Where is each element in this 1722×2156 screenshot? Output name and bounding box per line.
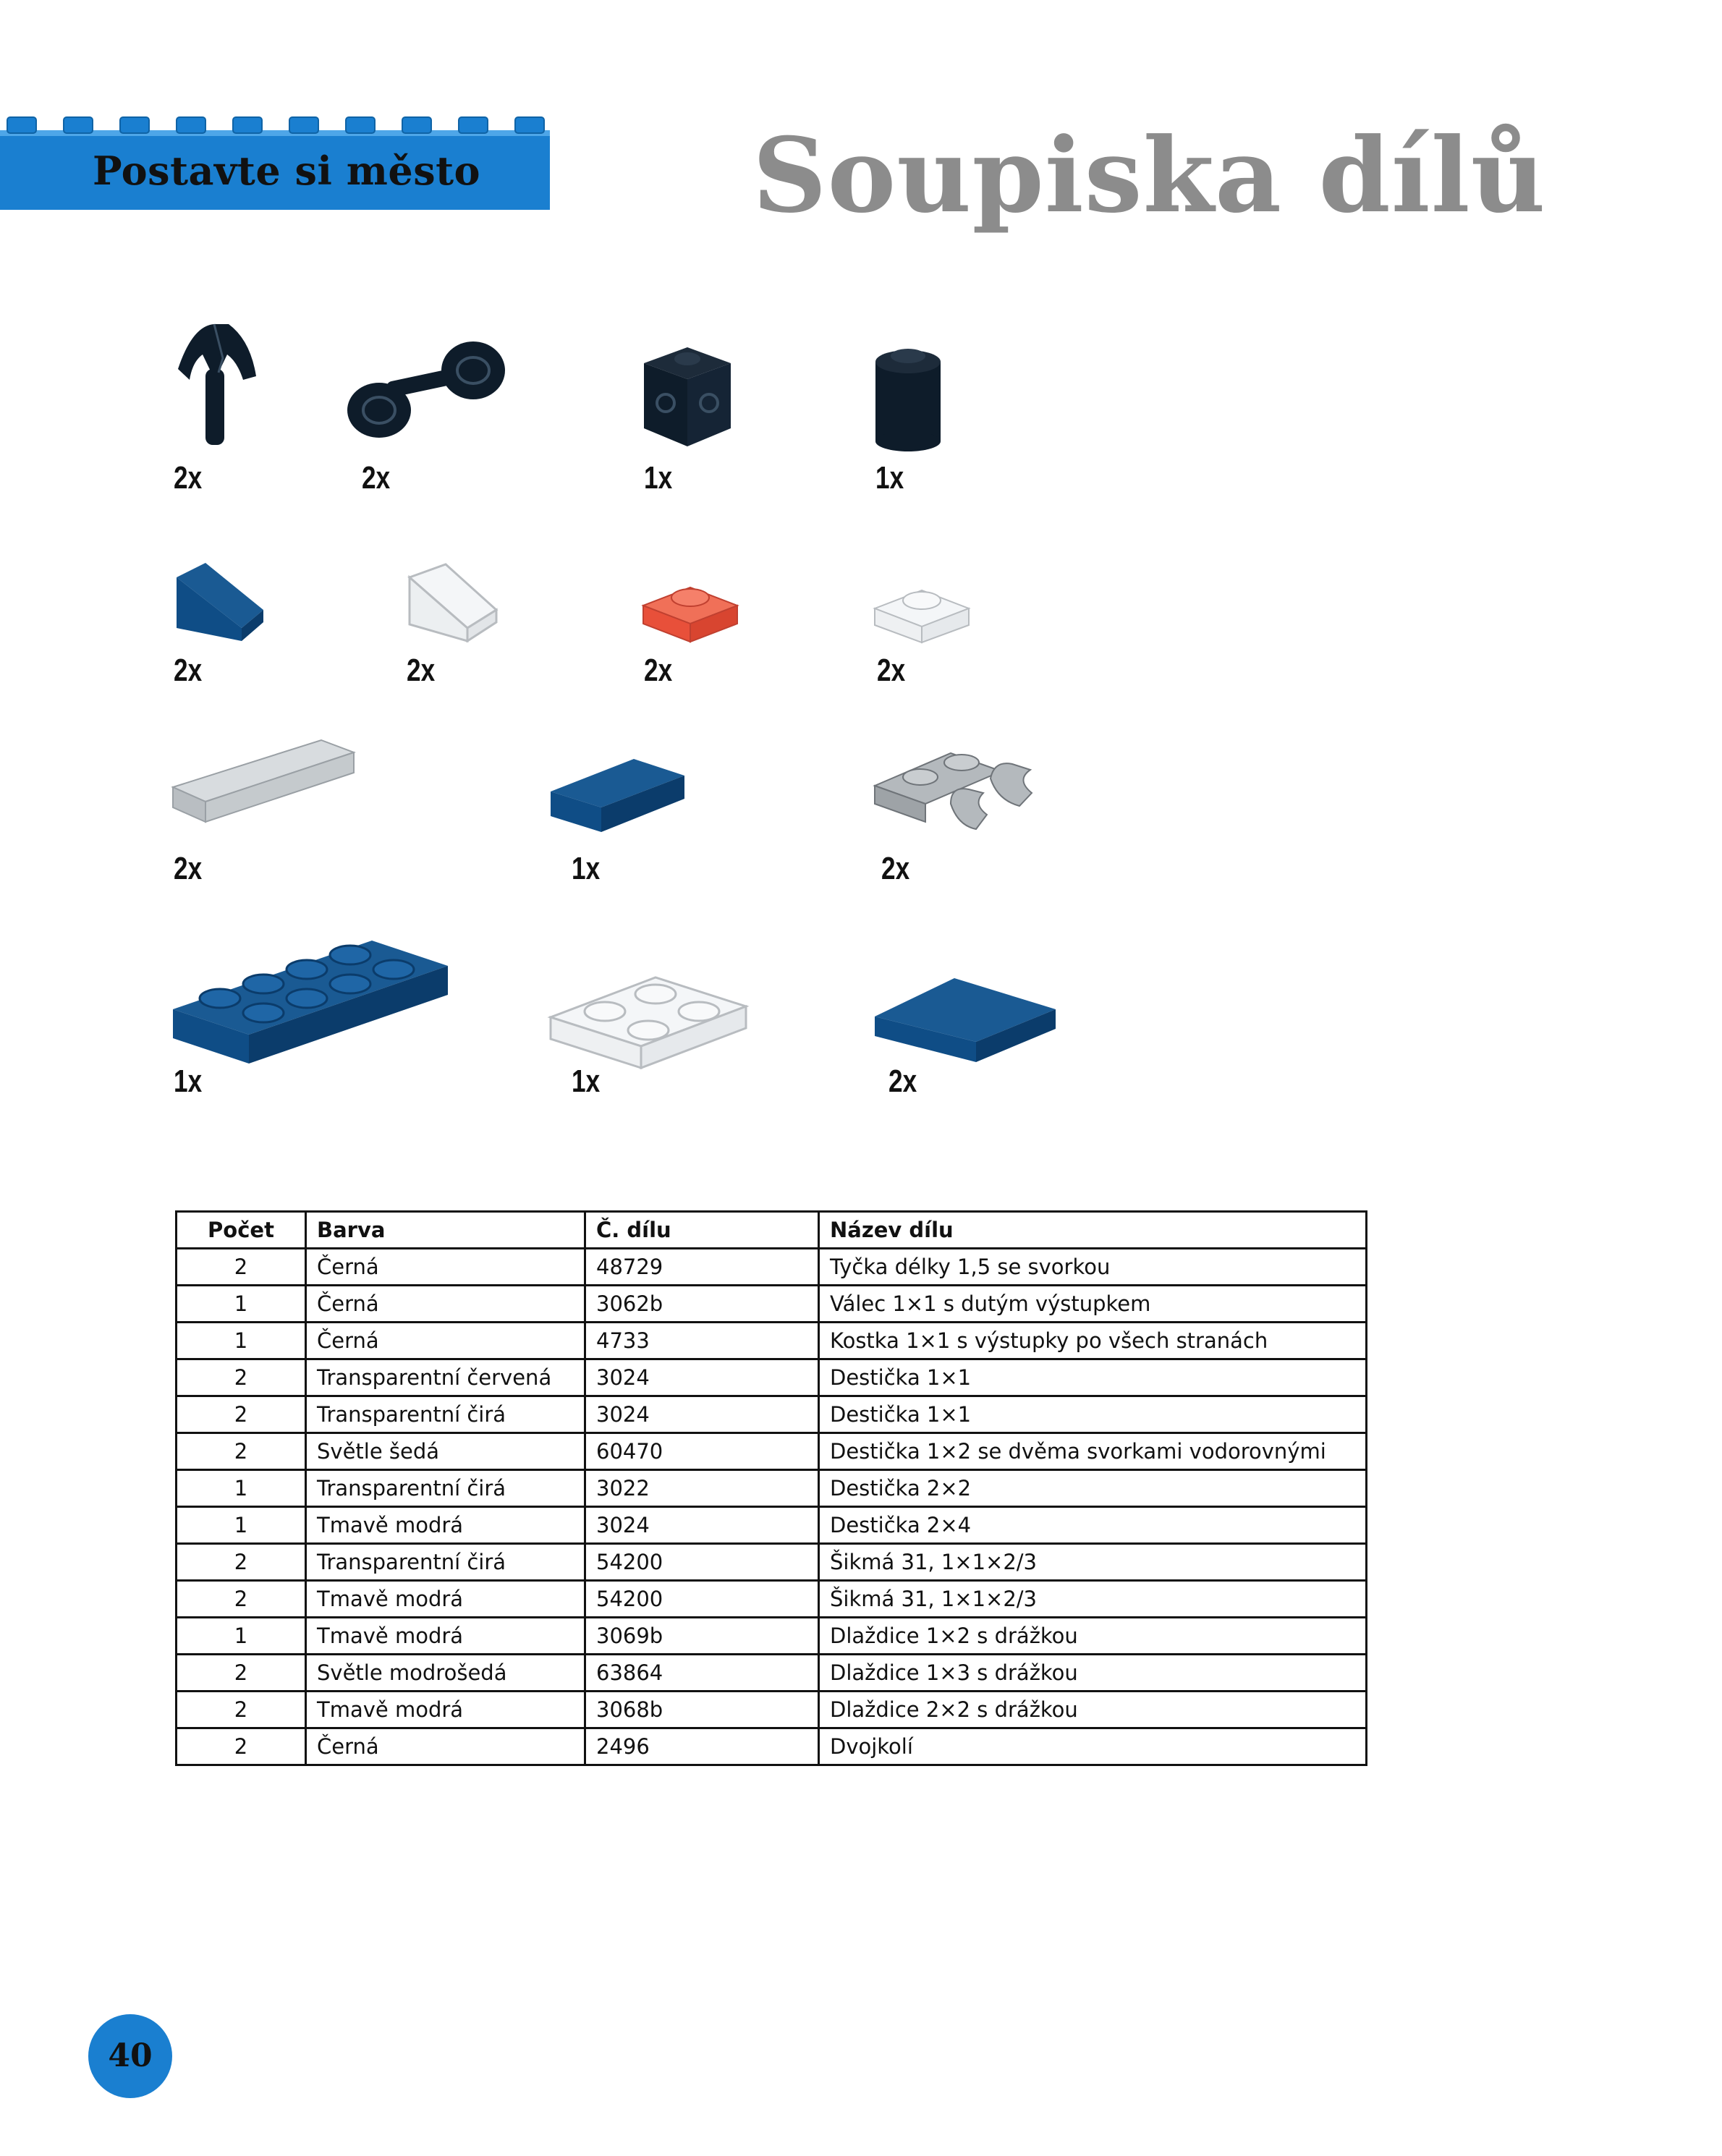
cell-color: Tmavě modrá	[306, 1581, 585, 1618]
table-row	[177, 1728, 1367, 1765]
cell-qty: 2	[177, 1692, 306, 1728]
cell-color: Světle šedá	[306, 1433, 585, 1470]
part-qty: 2x	[174, 851, 203, 886]
cell-part-number: 3068b	[585, 1692, 819, 1728]
cell-part-name: Destička 2×2	[819, 1470, 1367, 1507]
column-header-qty: Počet	[177, 1212, 306, 1249]
cell-part-name: Šikmá 31, 1×1×2/3	[819, 1544, 1367, 1581]
round-brick-icon	[868, 340, 948, 456]
cell-color: Transparentní čirá	[306, 1396, 585, 1433]
part-qty: 1x	[572, 851, 601, 886]
cell-part-number: 54200	[585, 1581, 819, 1618]
cell-qty: 1	[177, 1470, 306, 1507]
slope-clear-icon	[402, 556, 504, 642]
part-qty: 2x	[888, 1064, 917, 1099]
cell-part-name: Dlaždice 1×3 s drážkou	[819, 1655, 1367, 1692]
table-row	[177, 1618, 1367, 1655]
table-row	[177, 1692, 1367, 1728]
wheel-axle-icon	[343, 334, 509, 450]
table-row	[177, 1396, 1367, 1433]
part-qty: 2x	[174, 460, 203, 496]
column-header-part-number: Č. dílu	[585, 1212, 819, 1249]
cell-part-number: 3024	[585, 1507, 819, 1544]
table-row	[177, 1507, 1367, 1544]
part-qty: 1x	[644, 460, 673, 496]
cell-part-number: 60470	[585, 1433, 819, 1470]
cell-part-number: 3024	[585, 1396, 819, 1433]
part-qty: 2x	[174, 653, 203, 688]
cell-qty: 2	[177, 1359, 306, 1396]
part-qty: 2x	[877, 653, 906, 688]
brick-1x1-studs-icon	[637, 334, 738, 450]
cell-part-name: Dlaždice 2×2 s drážkou	[819, 1692, 1367, 1728]
cell-qty: 2	[177, 1728, 306, 1765]
cell-qty: 1	[177, 1507, 306, 1544]
table-row	[177, 1581, 1367, 1618]
cell-qty: 2	[177, 1581, 306, 1618]
cell-qty: 1	[177, 1286, 306, 1323]
section-title: Postavte si město	[93, 148, 481, 194]
tile-2x2-blue-icon	[871, 969, 1059, 1064]
cell-part-name: Destička 1×2 se dvěma svorkami vodorovnými	[819, 1433, 1367, 1470]
cell-part-name: Dvojkolí	[819, 1728, 1367, 1765]
cell-part-name: Válec 1×1 s dutým výstupkem	[819, 1286, 1367, 1323]
cell-part-number: 48729	[585, 1249, 819, 1286]
cell-part-number: 3024	[585, 1359, 819, 1396]
cell-color: Černá	[306, 1323, 585, 1359]
part-qty: 1x	[572, 1064, 601, 1099]
cell-part-number: 3069b	[585, 1618, 819, 1655]
cell-part-number: 63864	[585, 1655, 819, 1692]
cell-part-name: Tyčka délky 1,5 se svorkou	[819, 1249, 1367, 1286]
part-qty: 1x	[174, 1064, 203, 1099]
plate-2x4-blue-icon	[169, 926, 451, 1071]
cell-color: Tmavě modrá	[306, 1507, 585, 1544]
tile-1x3-gray-icon	[169, 737, 357, 831]
table-row	[177, 1323, 1367, 1359]
table-row	[177, 1655, 1367, 1692]
cell-color: Světle modrošedá	[306, 1655, 585, 1692]
cell-part-number: 3062b	[585, 1286, 819, 1323]
cell-part-name: Destička 1×1	[819, 1359, 1367, 1396]
slope-dark-blue-icon	[169, 556, 271, 642]
cell-part-number: 2496	[585, 1728, 819, 1765]
cell-color: Transparentní čirá	[306, 1544, 585, 1581]
part-qty: 2x	[362, 460, 391, 496]
cell-part-name: Kostka 1×1 s výstupky po všech stranách	[819, 1323, 1367, 1359]
part-qty: 1x	[875, 460, 904, 496]
cell-qty: 1	[177, 1618, 306, 1655]
table-row	[177, 1286, 1367, 1323]
cell-part-name: Šikmá 31, 1×1×2/3	[819, 1581, 1367, 1618]
cell-qty: 2	[177, 1396, 306, 1433]
plate-1x1-clear-icon	[871, 576, 972, 648]
column-header-color: Barva	[306, 1212, 585, 1249]
plate-1x2-clips-icon	[871, 735, 1038, 836]
page-title: Soupiska dílů	[752, 116, 1546, 236]
cell-part-name: Destička 1×1	[819, 1396, 1367, 1433]
bar-with-clip-icon	[171, 318, 265, 449]
cell-qty: 2	[177, 1249, 306, 1286]
cell-qty: 2	[177, 1655, 306, 1692]
cell-color: Transparentní červená	[306, 1359, 585, 1396]
cell-color: Transparentní čirá	[306, 1470, 585, 1507]
cell-color: Tmavě modrá	[306, 1692, 585, 1728]
cell-qty: 2	[177, 1433, 306, 1470]
cell-qty: 2	[177, 1544, 306, 1581]
cell-qty: 1	[177, 1323, 306, 1359]
table-row	[177, 1359, 1367, 1396]
cell-color: Tmavě modrá	[306, 1618, 585, 1655]
part-qty: 2x	[644, 653, 673, 688]
cell-color: Černá	[306, 1249, 585, 1286]
cell-part-number: 3022	[585, 1470, 819, 1507]
table-row	[177, 1470, 1367, 1507]
tile-1x2-blue-icon	[547, 755, 692, 835]
column-header-part-name: Název dílu	[819, 1212, 1367, 1249]
cell-color: Černá	[306, 1728, 585, 1765]
part-qty: 2x	[407, 653, 436, 688]
part-qty: 2x	[881, 851, 910, 886]
parts-table	[175, 1210, 1367, 1766]
cell-part-name: Destička 2×4	[819, 1507, 1367, 1544]
plate-1x1-red-icon	[640, 573, 741, 645]
table-row	[177, 1544, 1367, 1581]
cell-part-number: 54200	[585, 1544, 819, 1581]
table-row	[177, 1433, 1367, 1470]
table-header-row	[177, 1212, 1367, 1249]
plate-2x2-clear-icon	[547, 959, 750, 1075]
table-row	[177, 1249, 1367, 1286]
cell-part-name: Dlaždice 1×2 s drážkou	[819, 1618, 1367, 1655]
cell-color: Černá	[306, 1286, 585, 1323]
page-number: 40	[88, 2014, 172, 2098]
cell-part-number: 4733	[585, 1323, 819, 1359]
